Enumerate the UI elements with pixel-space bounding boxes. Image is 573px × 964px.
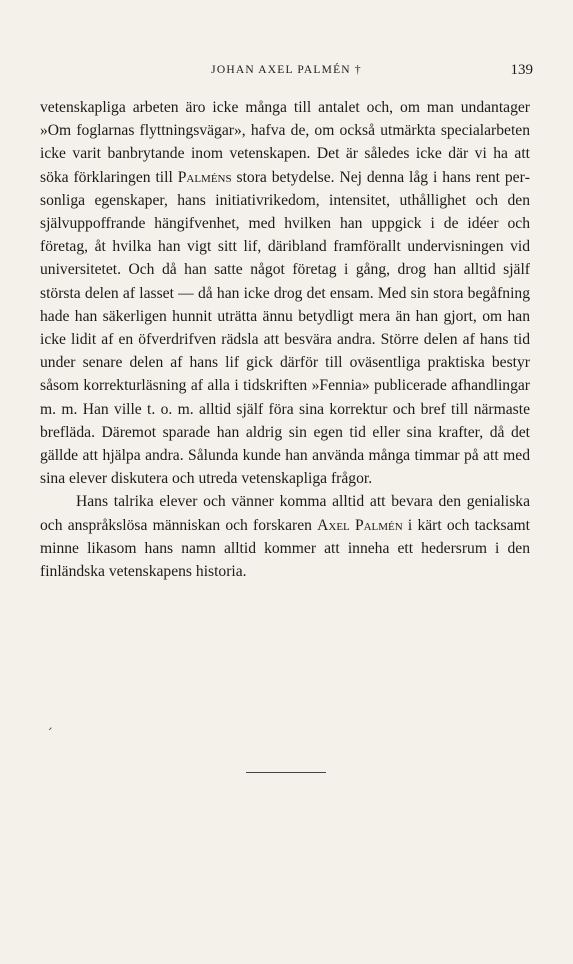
paragraph-2: [40, 490, 530, 583]
paragraph-2-text-before: Hans talrika elever och vänner komma alltid att bevara den genialiska och anspråkslösa människan och forskaren: [40, 493, 530, 534]
paragraph-1-text-after: stora betydelse. Nej denna låg i hans rent personliga egenskaper, hans initiativrikedom, intensitet, uthållighet och den självuppoffrande hängifvenhet, med hvilken han uppgick i de idéer och företag, åt hvilka han vigt sitt lif, däribland framförallt undervisningen vid universitetet. Och då han satte något företag i gång, drog han alltid själf största delen af lasset — då han icke drog det ensam. Med sin stora begåfning hade han säkerligen hunnit uträtta ännu betydligt mera än han gjort, om han icke lidit af en öfverdrifven rädsla att besvära andra. Större delen af hans tid under senare delen af hans lif gick därför till oväsentliga praktiska bestyr såsom korrekturläsning af alla i tidskriften »Fennia» publicerade afhandlingar m. m. Han ville t. o. m. alltid själf föra sina korrektur och bref till närmaste brefläda. Däremot sparade han aldrig sin egen tid eller sina krafter, då det gällde att hjälpa andra. Sålunda kunde han använda många timmar på att med sina elever diskutera och utreda vetenskapliga frågor.: [40, 168, 530, 488]
paragraph-1-text-before: vetenskapliga arbeten äro icke många till antalet och, om man undantager »Om foglarnas flyttningsvägar», hafva de, om också utmärkta specialarbeten icke varit banbrytande inom vetenskapen. Det är således icke där vi ha att söka förklaringen till: [40, 99, 530, 186]
page-number: 139: [510, 62, 533, 78]
paragraph-1-name: Palméns: [177, 168, 232, 186]
paragraph-1: [40, 96, 530, 490]
running-head: [40, 64, 533, 84]
paragraph-2-name: Axel Palmén: [317, 516, 403, 534]
paragraph-2-text-after: i kärt och tacksamt minne likasom hans namn alltid kommer att inneha ett hedersrum i den finländska vetenskapens historia.: [40, 516, 531, 581]
running-title: JOHAN AXEL PALMÉN †: [211, 64, 362, 76]
body-text: [40, 96, 530, 583]
section-rule: [246, 772, 326, 773]
pencil-mark: ,: [47, 717, 57, 733]
